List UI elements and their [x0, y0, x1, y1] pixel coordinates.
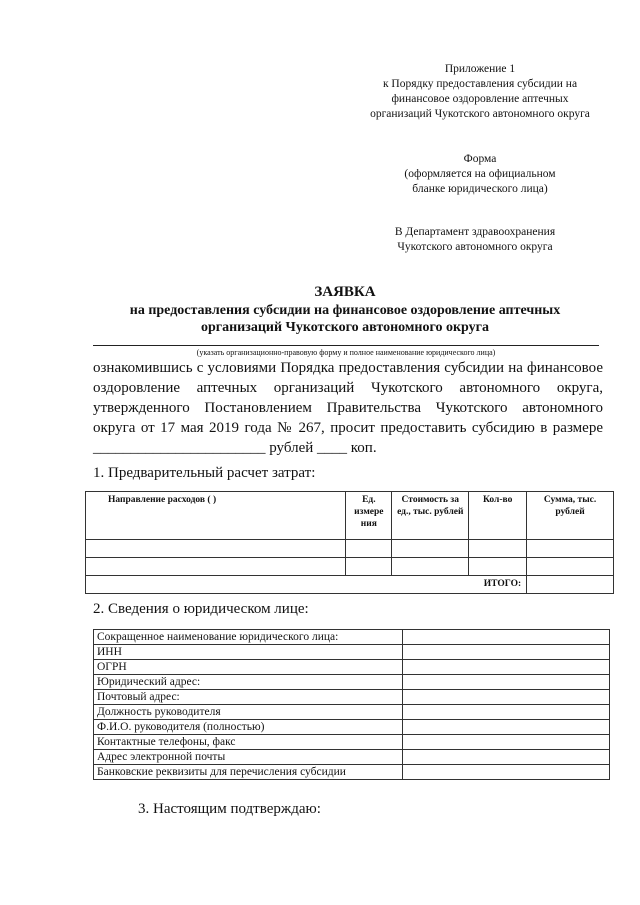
field-label: Почтовый адрес: [94, 690, 403, 705]
total-row [86, 576, 614, 594]
header-expense-direction: Направление расходов ( ) [86, 492, 346, 540]
appendix-line: Приложение 1 [444, 63, 516, 75]
section-1-heading: 1. Предварительный расчет затрат: [93, 465, 316, 481]
organization-name-blank-line[interactable] [93, 345, 599, 346]
table-row [94, 720, 610, 735]
table-row [86, 540, 614, 558]
field-value-cell[interactable] [403, 675, 610, 690]
header-quantity: Кол-во [469, 492, 527, 540]
table-row [94, 750, 610, 765]
appendix-header [340, 62, 620, 122]
field-label: Ф.И.О. руководителя (полностью) [94, 720, 403, 735]
addressee-line: Чукотского автономного округа [397, 241, 553, 253]
total-value-cell[interactable] [527, 576, 614, 594]
organization-hint: (указать организационно-правовую форму и полное наименование юридического лица) [196, 348, 496, 357]
table-row [94, 735, 610, 750]
field-value-cell[interactable] [403, 705, 610, 720]
table-row [94, 765, 610, 780]
table-row [86, 558, 614, 576]
addressee [370, 225, 580, 255]
table-row [94, 630, 610, 645]
field-label: Юридический адрес: [94, 675, 403, 690]
header-unit: Ед. измере ния [346, 492, 392, 540]
body-text-line: округа от 17 мая 2019 года № 267, просит предоставить субсидию в размере [93, 420, 603, 436]
table-header-row [86, 492, 614, 540]
form-note-line: бланке юридического лица) [412, 183, 548, 195]
field-label: ИНН [94, 645, 403, 660]
form-note [380, 152, 580, 197]
body-text-line: утвержденного Постановлением Правительства Чукотского автономного [93, 400, 603, 416]
field-value-cell[interactable] [403, 735, 610, 750]
field-label: Сокращенное наименование юридического лица: [94, 630, 403, 645]
field-label: Должность руководителя [94, 705, 403, 720]
field-value-cell[interactable] [403, 660, 610, 675]
table-cell[interactable] [86, 540, 346, 558]
table-row [94, 690, 610, 705]
field-value-cell[interactable] [403, 645, 610, 660]
total-label: ИТОГО: [86, 576, 527, 594]
table-cell[interactable] [392, 540, 469, 558]
body-text-line: оздоровление аптечных организаций Чукотского автономного округа, [93, 380, 603, 396]
field-value-cell[interactable] [403, 750, 610, 765]
appendix-line: организаций Чукотского автономного округа [370, 108, 590, 120]
field-value-cell[interactable] [403, 765, 610, 780]
field-label: ОГРН [94, 660, 403, 675]
subsidy-amount-line: _______________________ рублей ____ коп. [93, 440, 377, 456]
field-label: Адрес электронной почты [94, 750, 403, 765]
table-row [94, 675, 610, 690]
table-cell[interactable] [527, 558, 614, 576]
table-cell[interactable] [346, 558, 392, 576]
field-value-cell[interactable] [403, 690, 610, 705]
appendix-line: финансовое оздоровление аптечных [391, 93, 569, 105]
field-label: Контактные телефоны, факс [94, 735, 403, 750]
section-3-heading: 3. Настоящим подтверждаю: [138, 801, 321, 817]
field-label: Банковские реквизиты для перечисления субсидии [94, 765, 403, 780]
table-cell[interactable] [527, 540, 614, 558]
addressee-line: В Департамент здравоохранения [394, 226, 556, 238]
cost-estimate-table [85, 491, 614, 594]
document-subtitle-line: организаций Чукотского автономного округа [200, 320, 490, 335]
table-cell[interactable] [469, 558, 527, 576]
table-cell[interactable] [469, 540, 527, 558]
appendix-line: к Порядку предоставления субсидии на [382, 78, 578, 90]
field-value-cell[interactable] [403, 630, 610, 645]
body-text-line: ознакомившись с условиями Порядка предоставления субсидии на финансовое [93, 360, 603, 376]
form-note-line: (оформляется на официальном [404, 168, 556, 180]
document-title: ЗАЯВКА [314, 284, 376, 300]
table-cell[interactable] [86, 558, 346, 576]
header-sum: Сумма, тыс. рублей [527, 492, 614, 540]
table-row [94, 705, 610, 720]
table-row [94, 645, 610, 660]
table-row [94, 660, 610, 675]
table-cell[interactable] [346, 540, 392, 558]
header-unit-cost: Стоимость за ед., тыс. рублей [392, 492, 469, 540]
table-cell[interactable] [392, 558, 469, 576]
legal-entity-table [93, 629, 610, 780]
document-subtitle-line: на предоставления субсидии на финансовое оздоровление аптечных [129, 303, 561, 318]
form-note-line: Форма [463, 153, 497, 165]
section-2-heading: 2. Сведения о юридическом лице: [93, 601, 309, 617]
field-value-cell[interactable] [403, 720, 610, 735]
